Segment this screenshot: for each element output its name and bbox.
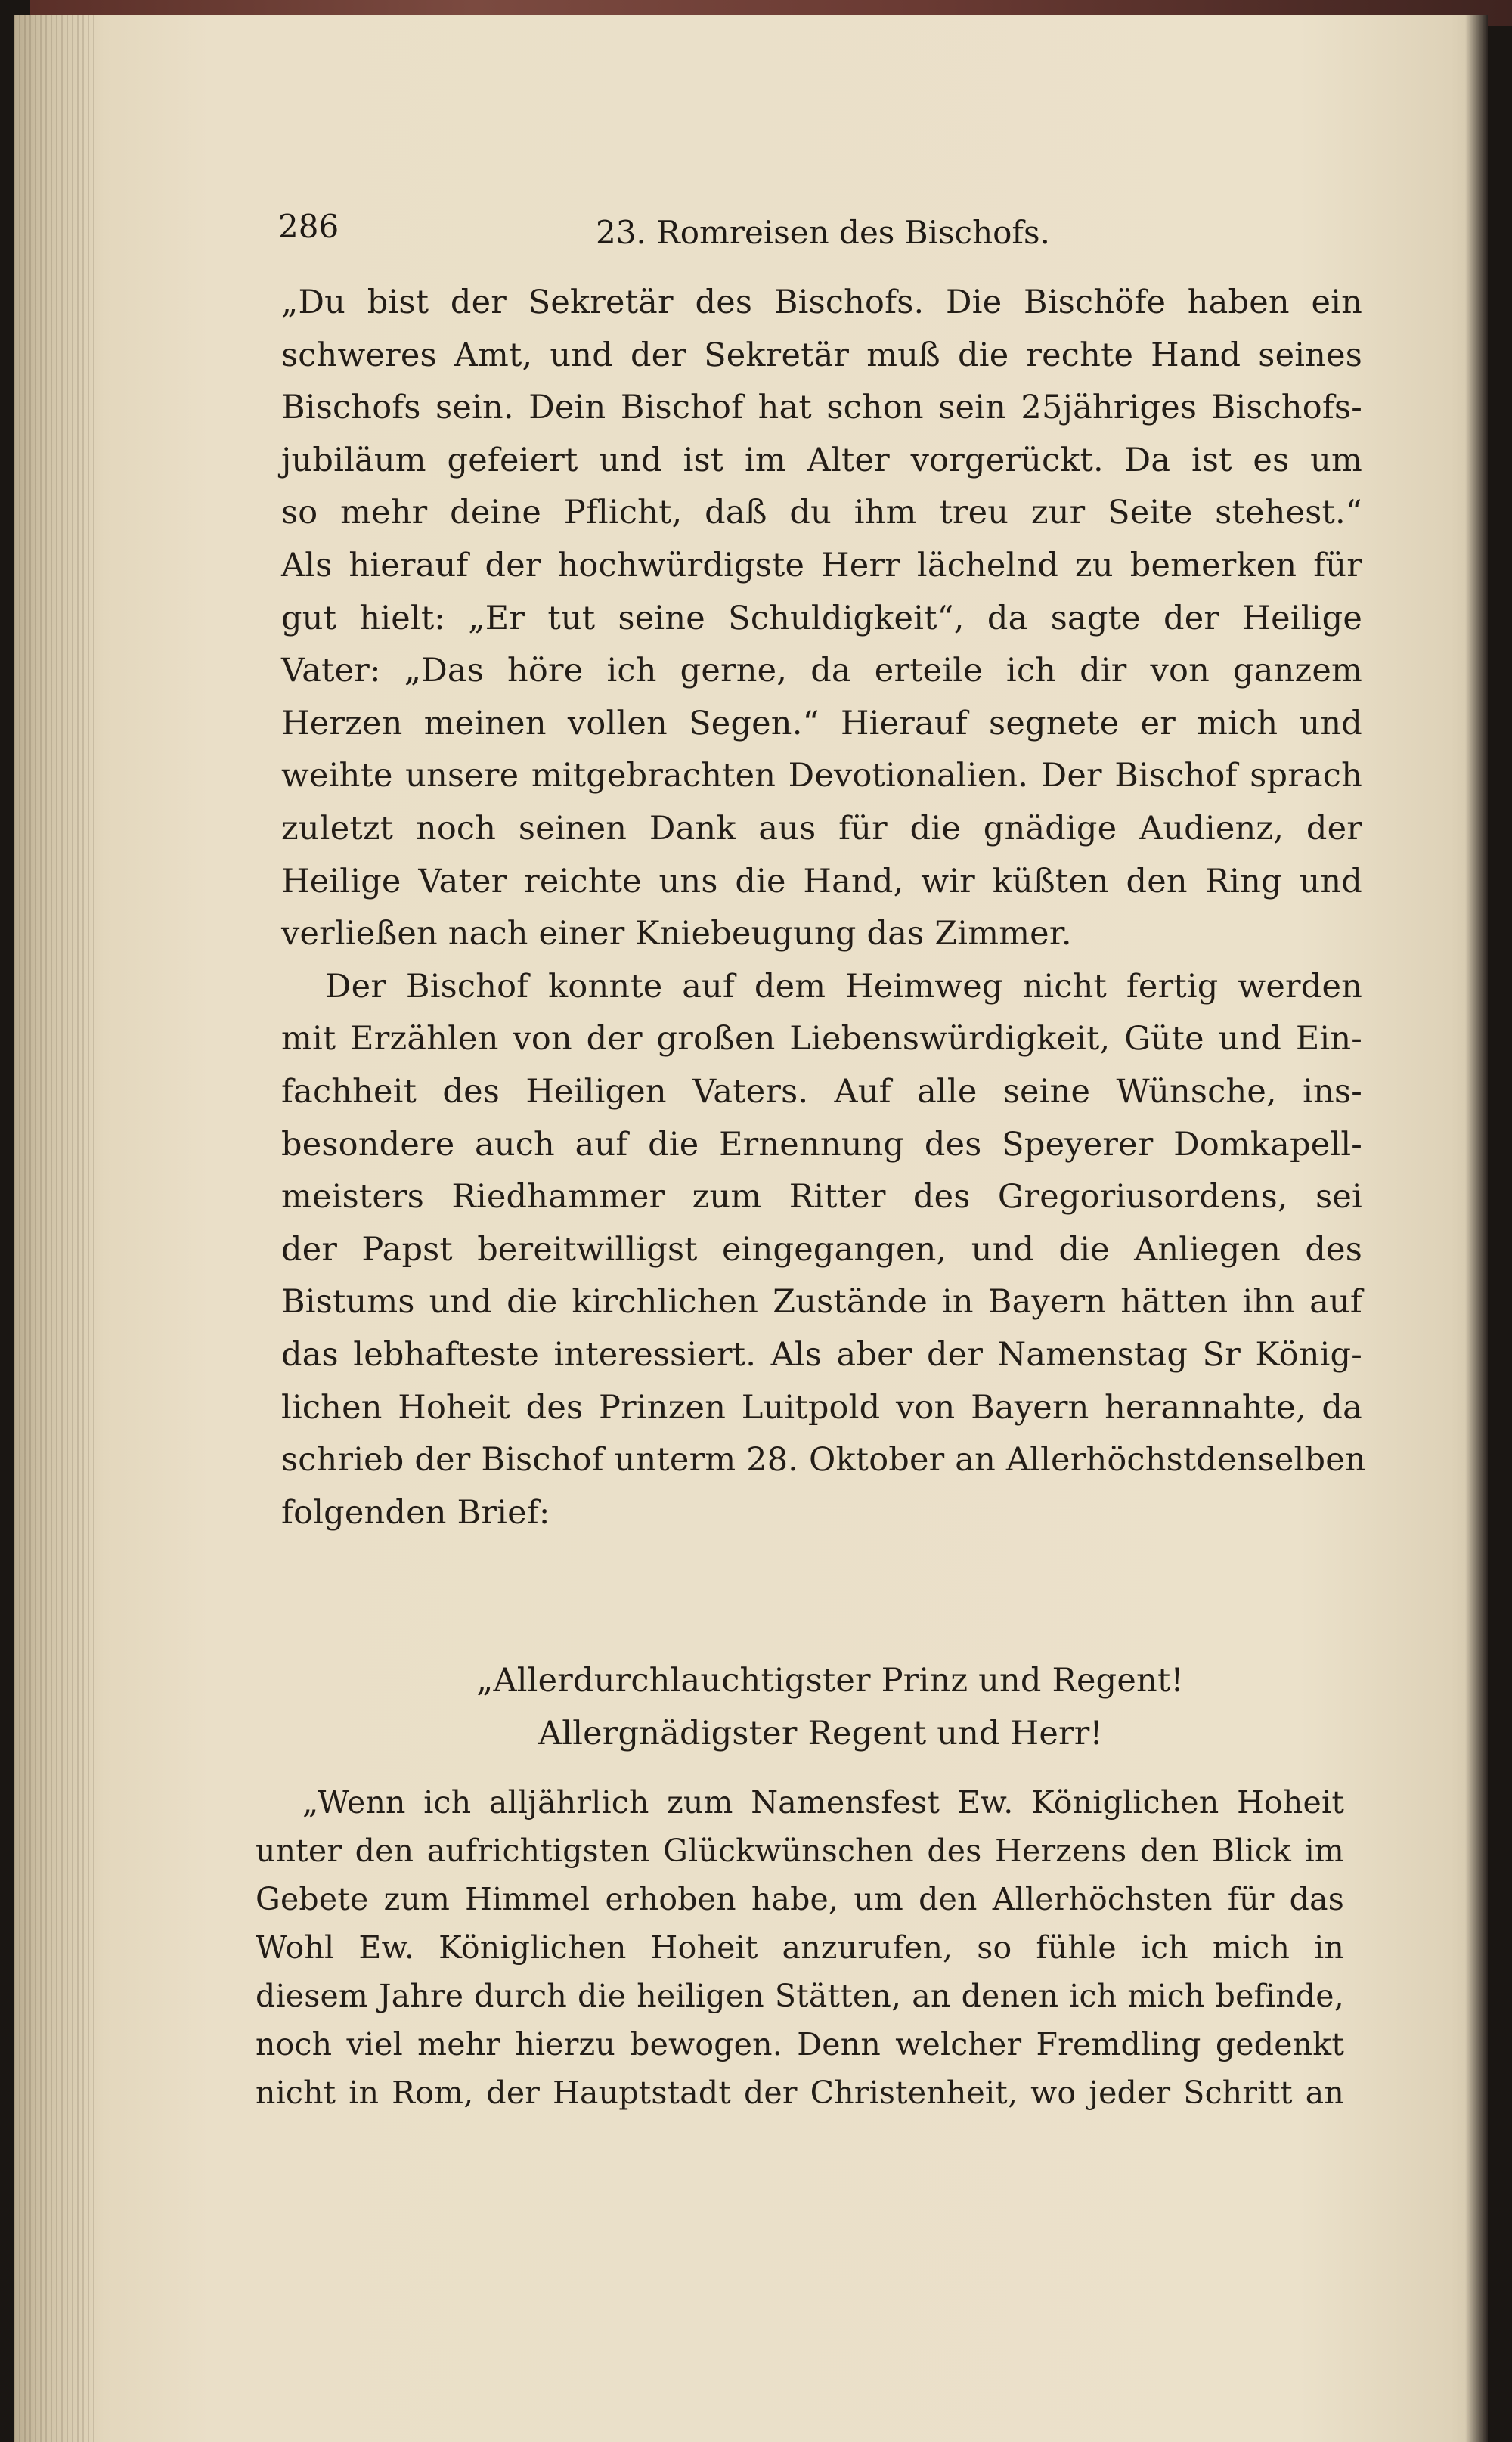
- text-line: „Du bist der Sekretär des Bischofs. Die Bischöfe haben ein: [281, 284, 1362, 321]
- text-line: gut hielt: „Er tut seine Schuldigkeit“, da sagte der Heilige: [281, 599, 1362, 637]
- letter-line: Wohl Ew. Königlichen Hoheit anzurufen, so fühle ich mich in: [256, 1929, 1344, 1966]
- text-line: Vater: „Das höre ich gerne, da erteile ich dir von ganzem: [281, 652, 1362, 690]
- text-line: meisters Riedhammer zum Ritter des Gregoriusordens, sei: [281, 1178, 1362, 1216]
- text-line: Bischofs sein. Dein Bischof hat schon sein 25jähriges Bischofs-: [281, 389, 1362, 427]
- letter-line: unter den aufrichtigsten Glückwünschen des Herzens den Blick im: [256, 1833, 1344, 1869]
- running-title: 23. Romreisen des Bischofs.: [596, 214, 1050, 251]
- text-line: Heilige Vater reichte uns die Hand, wir küßten den Ring und: [281, 862, 1362, 900]
- text-line: weihte unsere mitgebrachten Devotionalien. Der Bischof sprach: [281, 757, 1362, 795]
- text-line: folgenden Brief:: [281, 1493, 550, 1532]
- text-line: jubiläum gefeiert und ist im Alter vorgerückt. Da ist es um: [281, 441, 1362, 479]
- text-line: schweres Amt, und der Sekretär muß die rechte Hand seines: [281, 336, 1362, 374]
- letter-line: noch viel mehr hierzu bewogen. Denn welcher Fremdling gedenkt: [256, 2026, 1344, 2062]
- text-line: Als hierauf der hochwürdigste Herr lächelnd zu bemerken für: [281, 547, 1362, 584]
- text-line: fachheit des Heiligen Vaters. Auf alle seine Wünsche, ins-: [281, 1073, 1362, 1111]
- letter-line: „Wenn ich alljährlich zum Namensfest Ew. Königlichen Hoheit: [302, 1784, 1344, 1821]
- text-line: besondere auch auf die Ernennung des Speyerer Domkapell-: [281, 1125, 1362, 1164]
- text-line: Der Bischof konnte auf dem Heimweg nicht fertig werden: [325, 967, 1362, 1006]
- text-line: lichen Hoheit des Prinzen Luitpold von Bayern herannahte, da: [281, 1388, 1362, 1427]
- page-edge-shadow: [1465, 15, 1488, 2442]
- text-line: Bistums und die kirchlichen Zustände in Bayern hätten ihn auf: [281, 1283, 1362, 1322]
- text-line: so mehr deine Pflicht, daß du ihm treu zur Seite stehest.“: [281, 494, 1362, 532]
- text-line: Herzen meinen vollen Segen.“ Hierauf segnete er mich und: [281, 704, 1362, 742]
- text-line: zuletzt noch seinen Dank aus für die gnädige Audienz, der: [281, 810, 1362, 848]
- text-line: verließen nach einer Kniebeugung das Zimmer.: [281, 915, 1072, 953]
- letter-salutation-1: „Allerdurchlauchtigster Prinz und Regent!: [476, 1662, 1184, 1700]
- letter-line: diesem Jahre durch die heiligen Stätten, an denen ich mich befinde,: [256, 1978, 1344, 2014]
- letter-salutation-2: Allergnädigster Regent und Herr!: [538, 1715, 1103, 1752]
- letter-line: Gebete zum Himmel erhoben habe, um den Allerhöchsten für das: [256, 1881, 1344, 1917]
- letter-line: nicht in Rom, der Hauptstadt der Christenheit, wo jeder Schritt an: [256, 2075, 1344, 2111]
- text-line: mit Erzählen von der großen Liebenswürdigkeit, Güte und Ein-: [281, 1020, 1362, 1058]
- text-line: schrieb der Bischof unterm 28. Oktober an Allerhöchstdenselben: [281, 1441, 1366, 1480]
- text-line: das lebhafteste interessiert. Als aber der Namenstag Sr König-: [281, 1336, 1362, 1374]
- page-number: 286: [278, 208, 339, 245]
- page-gutter: [14, 15, 97, 2442]
- text-line: der Papst bereitwilligst eingegangen, und die Anliegen des: [281, 1230, 1362, 1269]
